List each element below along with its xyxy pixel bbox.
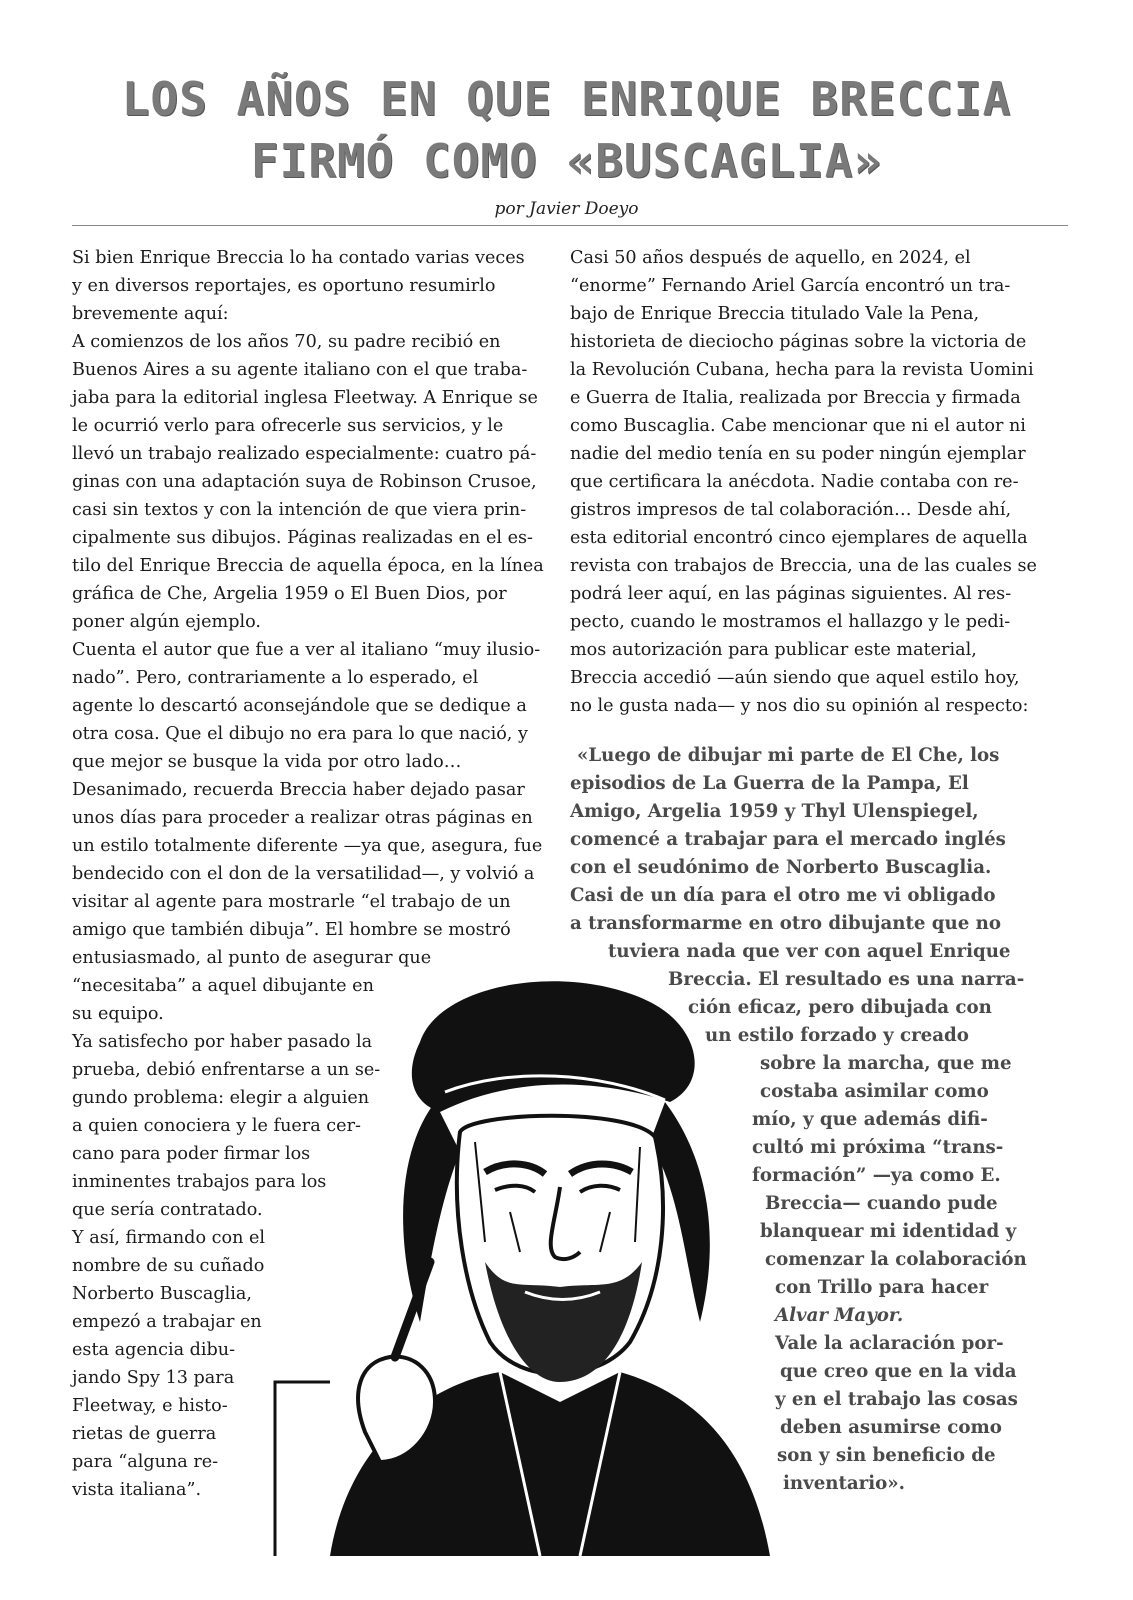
quote-line: con el seudónimo de Norberto Buscaglia. <box>570 857 992 878</box>
quote-line: inventario». <box>783 1473 906 1494</box>
left-line: rietas de guerra <box>72 1424 217 1444</box>
left-line: jaba para la editorial inglesa Fleetway. A Enrique se <box>72 388 538 408</box>
left-line: Si bien Enrique Breccia lo ha contado varias veces <box>72 248 525 268</box>
left-line: A comienzos de los años 70, su padre recibió en <box>72 332 501 352</box>
left-line: jando Spy 13 para <box>72 1368 235 1388</box>
left-line: inminentes trabajos para los <box>72 1172 327 1192</box>
left-line: cipalmente sus dibujos. Páginas realizadas en el es- <box>72 528 534 548</box>
quote-line: episodios de La Guerra de la Pampa, El <box>570 773 969 794</box>
left-line: Fleetway, e histo- <box>72 1396 228 1416</box>
quote-line: que creo que en la vida <box>780 1361 1017 1382</box>
right-line: nadie del medio tenía en su poder ningún ejemplar <box>570 444 1026 464</box>
left-line: vista italiana”. <box>72 1480 202 1500</box>
left-line: empezó a trabajar en <box>72 1312 262 1332</box>
right-line: gistros impresos de tal colaboración… Desde ahí, <box>570 500 1012 520</box>
left-line: gundo problema: elegir a alguien <box>72 1088 370 1108</box>
left-line: Norberto Buscaglia, <box>72 1284 252 1304</box>
quote-line: «Luego de dibujar mi parte de El Che, los <box>577 745 1000 766</box>
left-line: casi sin textos y con la intención de que viera prin- <box>72 500 527 520</box>
right-line: podrá leer aquí, en las páginas siguientes. Al res- <box>570 584 1012 604</box>
right-line: “enorme” Fernando Ariel García encontró un tra- <box>570 276 1011 296</box>
quote-line: Amigo, Argelia 1959 y Thyl Ulenspiegel, <box>570 801 979 822</box>
right-line: mos autorización para publicar este material, <box>570 640 977 660</box>
right-line: revista con trabajos de Breccia, una de las cuales se <box>570 556 1037 576</box>
quote-line: y en el trabajo las cosas <box>775 1389 1018 1410</box>
right-line: e Guerra de Italia, realizada por Breccia y firmada <box>570 388 1021 408</box>
quote-line: Casi de un día para el otro me vi obligado <box>570 885 996 906</box>
left-line: que mejor se busque la vida por otro lado… <box>72 752 462 772</box>
left-line: y en diversos reportajes, es oportuno resumirlo <box>72 276 496 296</box>
right-line: esta editorial encontró cinco ejemplares de aquella <box>570 528 1028 548</box>
left-line: Cuenta el autor que fue a ver al italiano “muy ilusio- <box>72 640 541 660</box>
quote-line: Breccia— cuando pude <box>765 1193 998 1214</box>
left-line: bendecido con el don de la versatilidad—, y volvió a <box>72 864 535 884</box>
author-byline: por Javier Doeyo <box>494 199 639 219</box>
quote-line: un estilo forzado y creado <box>705 1025 969 1046</box>
right-line: como Buscaglia. Cabe mencionar que ni el autor ni <box>570 416 1026 436</box>
quote-line: ción eficaz, pero dibujada con <box>688 997 992 1018</box>
left-line: para “alguna re- <box>72 1452 219 1472</box>
left-line: brevemente aquí: <box>72 304 229 324</box>
left-line: que sería contratado. <box>72 1200 263 1220</box>
quote-line: con Trillo para hacer <box>775 1277 989 1298</box>
left-line: un estilo totalmente diferente —ya que, asegura, fue <box>72 836 543 856</box>
header-divider <box>72 225 1068 226</box>
left-line: otra cosa. Que el dibujo no era para lo que nació, y <box>72 724 528 744</box>
article-title-line-1: LOS AÑOS EN QUE ENRIQUE BRECCIA <box>121 72 1012 126</box>
right-line: que certificara la anécdota. Nadie contaba con re- <box>570 472 1019 492</box>
quote-line: blanquear mi identidad y <box>760 1221 1017 1242</box>
quote-line: a transformarme en otro dibujante que no <box>570 913 1002 934</box>
che-portrait-illustration <box>270 962 780 1556</box>
left-line: Ya satisfecho por haber pasado la <box>72 1032 373 1052</box>
left-line: amigo que también dibuja”. El hombre se mostró <box>72 920 511 940</box>
left-line: tilo del Enrique Breccia de aquella época, en la línea <box>72 556 544 576</box>
right-line: Casi 50 años después de aquello, en 2024, el <box>570 248 971 268</box>
left-line: ginas con una adaptación suya de Robinson Crusoe, <box>72 472 537 492</box>
left-line: su equipo. <box>72 1004 164 1024</box>
right-line: pecto, cuando le mostramos el hallazgo y le pedi- <box>570 612 1011 632</box>
left-line: entusiasmado, al punto de asegurar que <box>72 948 432 968</box>
quote-line: cultó mi próxima “trans- <box>752 1137 1004 1158</box>
left-line: unos días para proceder a realizar otras páginas en <box>72 808 533 828</box>
left-line: Buenos Aires a su agente italiano con el que traba- <box>72 360 528 380</box>
left-line: esta agencia dibu- <box>72 1340 236 1360</box>
left-line: agente lo descartó aconsejándole que se dedique a <box>72 696 527 716</box>
right-line: Breccia accedió —aún siendo que aquel estilo hoy, <box>570 668 1020 688</box>
quote-line: mío, y que además difi- <box>752 1109 988 1130</box>
quote-line: sobre la marcha, que me <box>760 1053 1012 1074</box>
quote-line: tuviera nada que ver con aquel Enrique <box>608 941 1011 962</box>
quote-line: deben asumirse como <box>780 1417 1002 1438</box>
left-line: nombre de su cuñado <box>72 1256 265 1276</box>
left-line: visitar al agente para mostrarle “el trabajo de un <box>72 892 511 912</box>
left-line: Y así, firmando con el <box>72 1228 266 1248</box>
left-line: prueba, debió enfrentarse a un se- <box>72 1060 381 1080</box>
quote-line: Vale la aclaración por- <box>775 1333 1004 1354</box>
quote-line: comencé a trabajar para el mercado inglés <box>570 829 1006 850</box>
quote-line: Alvar Mayor. <box>775 1305 904 1326</box>
left-line: le ocurrió verlo para ofrecerle sus servicios, y le <box>72 416 504 436</box>
left-line: a quien conociera y le fuera cer- <box>72 1116 361 1136</box>
left-line: Desanimado, recuerda Breccia haber dejado pasar <box>72 780 525 800</box>
right-line: la Revolución Cubana, hecha para la revista Uomini <box>570 360 1034 380</box>
left-line: gráfica de Che, Argelia 1959 o El Buen Dios, por <box>72 584 507 604</box>
quote-line: comenzar la colaboración <box>765 1249 1027 1270</box>
right-line: bajo de Enrique Breccia titulado Vale la Pena, <box>570 304 980 324</box>
left-line: llevó un trabajo realizado especialmente: cuatro pá- <box>72 444 537 464</box>
article-title-line-2: FIRMÓ COMO «BUSCAGLIA» <box>250 134 883 188</box>
left-line: nado”. Pero, contrariamente a lo esperado, el <box>72 668 479 688</box>
left-line: poner algún ejemplo. <box>72 612 261 632</box>
right-line: no le gusta nada— y nos dio su opinión al respecto: <box>570 696 1029 716</box>
quote-line: formación” —ya como E. <box>752 1165 1001 1186</box>
quote-line: costaba asimilar como <box>760 1081 989 1102</box>
right-line: historieta de dieciocho páginas sobre la victoria de <box>570 332 1027 352</box>
left-line: “necesitaba” a aquel dibujante en <box>72 976 374 996</box>
quote-line: son y sin beneficio de <box>777 1445 996 1466</box>
left-line: cano para poder firmar los <box>72 1144 311 1164</box>
quote-line: Breccia. El resultado es una narra- <box>668 969 1025 990</box>
